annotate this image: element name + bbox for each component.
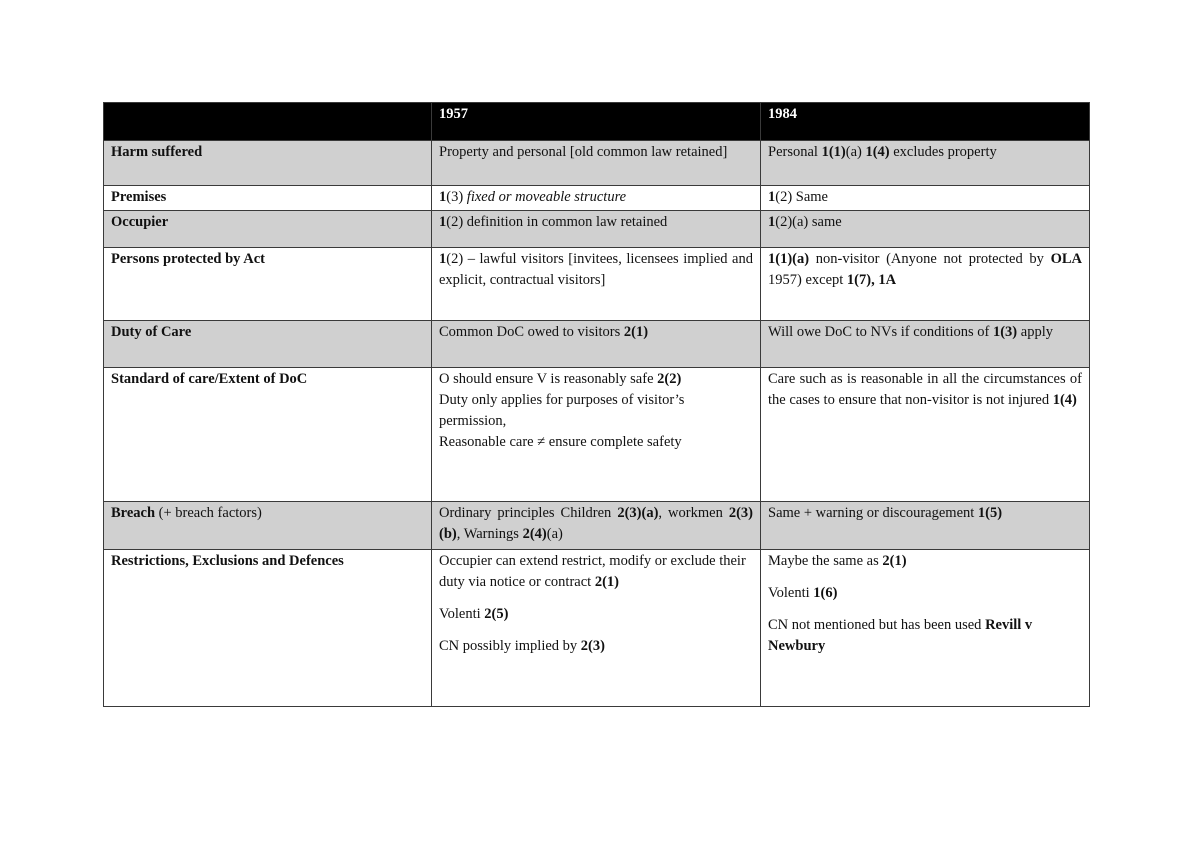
cell-1984: Care such as is reasonable in all the circumstances of the cases to ensure that non-visitor is not injured 1(4) xyxy=(761,368,1090,502)
cell-1957: O should ensure V is reasonably safe 2(2) Duty only applies for purposes of visitor’s permission, Reasonable care ≠ ensure complete safety xyxy=(432,368,761,502)
table-row xyxy=(104,321,1090,368)
cell-1957: 1(2) – lawful visitors [invitees, licensees implied and explicit, contractual visitors] xyxy=(432,248,761,321)
table-row xyxy=(104,141,1090,186)
table-row xyxy=(104,368,1090,502)
table-row xyxy=(104,502,1090,550)
cell-1984: Maybe the same as 2(1) Volenti 1(6) CN not mentioned but has been used Revill v Newbury xyxy=(761,550,1090,707)
row-label: Breach (+ breach factors) xyxy=(104,502,432,550)
cell-1957: 1(2) definition in common law retained xyxy=(432,211,761,248)
row-label: Persons protected by Act xyxy=(104,248,432,321)
cell-1984: Will owe DoC to NVs if conditions of 1(3) apply xyxy=(761,321,1090,368)
table-row xyxy=(104,550,1090,707)
header-row xyxy=(104,103,1090,141)
row-label: Harm suffered xyxy=(104,141,432,186)
cell-1984: 1(2)(a) same xyxy=(761,211,1090,248)
header-cell-1957: 1957 xyxy=(432,103,761,141)
cell-1957: Common DoC owed to visitors 2(1) xyxy=(432,321,761,368)
row-label: Premises xyxy=(104,186,432,211)
cell-1957: Property and personal [old common law retained] xyxy=(432,141,761,186)
cell-1984: Same + warning or discouragement 1(5) xyxy=(761,502,1090,550)
comparison-table xyxy=(103,102,1090,707)
row-label: Duty of Care xyxy=(104,321,432,368)
cell-1957: Occupier can extend restrict, modify or exclude their duty via notice or contract 2(1) Volenti 2(5) CN possibly implied by 2(3) xyxy=(432,550,761,707)
cell-1957: Ordinary principles Children 2(3)(a), workmen 2(3)(b), Warnings 2(4)(a) xyxy=(432,502,761,550)
row-label: Restrictions, Exclusions and Defences xyxy=(104,550,432,707)
header-cell-blank xyxy=(104,103,432,141)
row-label: Occupier xyxy=(104,211,432,248)
cell-1984: Personal 1(1)(a) 1(4) excludes property xyxy=(761,141,1090,186)
cell-1957: 1(3) fixed or moveable structure xyxy=(432,186,761,211)
table-row xyxy=(104,248,1090,321)
header-cell-1984: 1984 xyxy=(761,103,1090,141)
table-row xyxy=(104,211,1090,248)
cell-1984: 1(1)(a) non-visitor (Anyone not protected by OLA 1957) except 1(7), 1A xyxy=(761,248,1090,321)
cell-1984: 1(2) Same xyxy=(761,186,1090,211)
row-label: Standard of care/Extent of DoC xyxy=(104,368,432,502)
table-row xyxy=(104,186,1090,211)
